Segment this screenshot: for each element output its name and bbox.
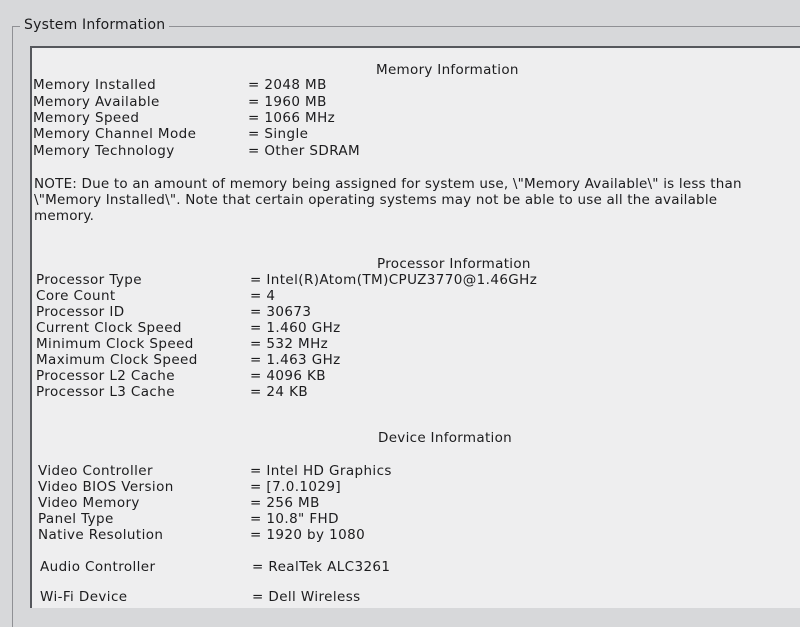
row-value: = 24 KB	[250, 384, 308, 400]
row-label: Processor ID	[36, 304, 125, 320]
row-value: = 4	[250, 288, 276, 304]
row-label: Video Controller	[38, 463, 153, 479]
row-label: Wi-Fi Device	[40, 589, 128, 605]
row-value: = Dell Wireless	[252, 589, 361, 605]
row-value: = 1.460 GHz	[250, 320, 341, 336]
row-label: Video Memory	[38, 495, 140, 511]
window-title: System Information	[20, 17, 169, 33]
row-value: = Other SDRAM	[248, 143, 361, 159]
device-section-title: Device Information	[378, 430, 513, 446]
memory-section-title: Memory Information	[376, 62, 519, 78]
row-label: Memory Channel Mode	[33, 126, 197, 142]
row-value: = 30673	[250, 304, 312, 320]
row-label: Panel Type	[38, 511, 114, 527]
row-label: Memory Available	[33, 94, 160, 110]
row-value: = 1960 MB	[248, 94, 327, 110]
row-value: = 2048 MB	[248, 77, 327, 93]
row-value: = Intel(R)Atom(TM)CPUZ3770@1.46GHz	[250, 272, 538, 288]
row-value: = [7.0.1029]	[250, 479, 342, 495]
row-value: = 1.463 GHz	[250, 352, 341, 368]
row-label: Video BIOS Version	[38, 479, 174, 495]
row-value: = Single	[248, 126, 309, 142]
row-label: Processor Type	[36, 272, 142, 288]
row-label: Current Clock Speed	[36, 320, 182, 336]
row-value: = 532 MHz	[250, 336, 329, 352]
row-label: Processor L3 Cache	[36, 384, 175, 400]
row-label: Memory Technology	[33, 143, 175, 159]
row-label: Native Resolution	[38, 527, 164, 543]
row-label: Memory Installed	[33, 77, 157, 93]
row-label: Core Count	[36, 288, 116, 304]
row-value: = 256 MB	[250, 495, 320, 511]
row-value: = 4096 KB	[250, 368, 326, 384]
row-value: = 1920 by 1080	[250, 527, 366, 543]
row-value: = RealTek ALC3261	[252, 559, 391, 575]
row-label: Audio Controller	[40, 559, 156, 575]
row-value: = 10.8" FHD	[250, 511, 339, 527]
row-label: Minimum Clock Speed	[36, 336, 194, 352]
row-value: = Intel HD Graphics	[250, 463, 392, 479]
row-label: Processor L2 Cache	[36, 368, 175, 384]
row-value: = 1066 MHz	[248, 110, 336, 126]
memory-note: NOTE: Due to an amount of memory being assigned for system use, \"Memory Available\" is less than \"Memory Installed\". Note that certain operating systems may not be able to use all the available memory.	[34, 176, 742, 224]
row-label: Memory Speed	[33, 110, 140, 126]
processor-section-title: Processor Information	[377, 256, 531, 272]
row-label: Maximum Clock Speed	[36, 352, 198, 368]
